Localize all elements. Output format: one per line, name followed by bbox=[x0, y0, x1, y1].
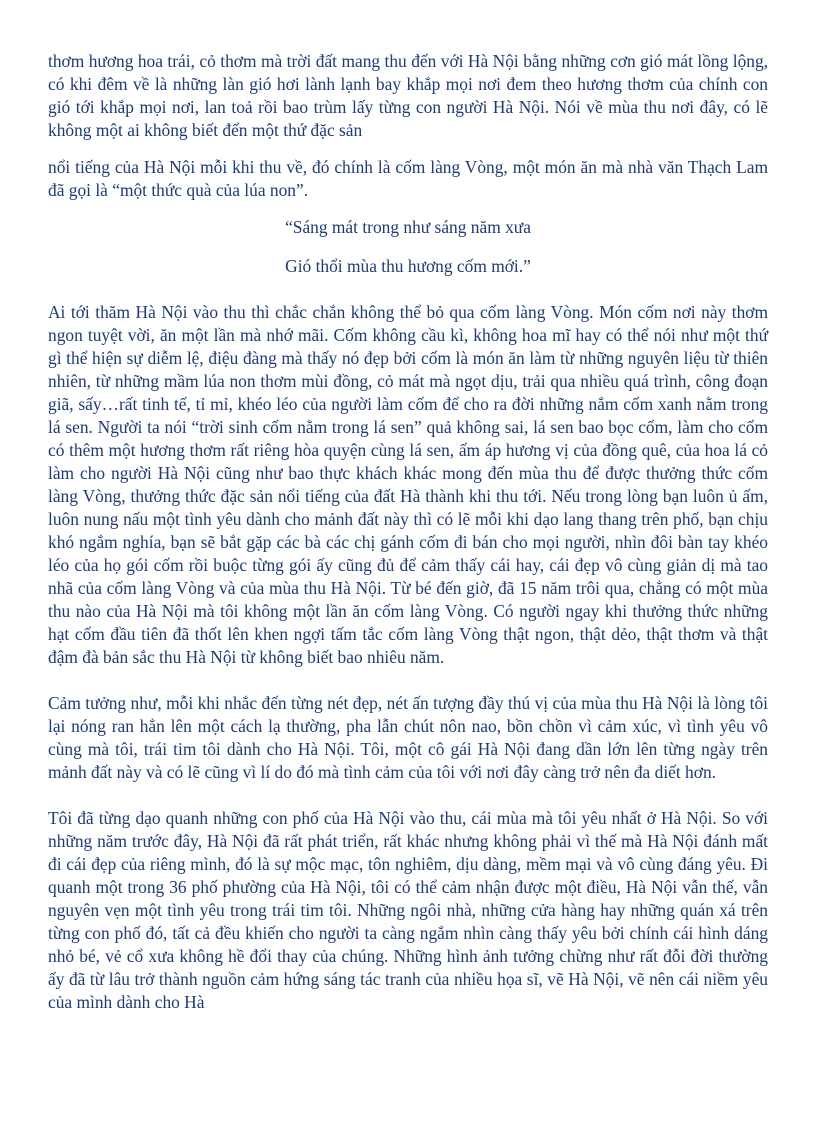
paragraph-streets-of-hanoi: Tôi đã từng dạo quanh những con phố của Hà Nội vào thu, cái mùa mà tôi yêu nhất ở Hà Nội. So với những năm trước đây, Hà Nội đã rất phát triển, rất khác nhưng không phải vì thế mà Hà Nội đánh mất đi cái đẹp của riêng mình, đó là sự mộc mạc, tôn nghiêm, dịu dàng, mềm mại và vô cùng đáng yêu. Đi quanh một trong 36 phố phường của Hà Nội, tôi có thể cảm nhận được một điều, Hà Nội vẫn thế, vẫn nguyên vẹn một tình yêu trong trái tim tôi. Những ngôi nhà, những cửa hàng hay những quán xá trên từng con phố đó, tất cả đều khiến cho người ta càng ngắm nhìn càng thấy yêu bởi chính cái hình dáng nhỏ bé, vẻ cổ xưa không hề đổi thay của chúng. Những hình ảnh tưởng chừng như rất đỗi đời thường ấy đã từ lâu trở thành nguồn cảm hứng sáng tác tranh của nhiều họa sĩ, vẽ Hà Nội, vẽ nên cái niềm yêu của mình dành cho Hà bbox=[48, 808, 768, 1012]
paragraph-feelings: Cảm tưởng như, mỗi khi nhắc đến từng nét đẹp, nét ấn tượng đầy thú vị của mùa thu Hà Nội là lòng tôi lại nóng ran hẳn lên một cách lạ thường, pha lẫn chút nôn nao, bồn chồn vì cảm xúc, vì tình yêu vô cùng mà tôi, trái tim tôi dành cho Hà Nội. Tôi, một cô gái Hà Nội đang dần lớn lên từng ngày trên mảnh đất này và có lẽ cũng vì lí do đó mà tình cảm của tôi với nơi đây càng trở nên đa diết hơn. bbox=[48, 693, 768, 782]
document-page bbox=[48, 50, 768, 1014]
paragraph-com-lang-vong-intro: nổi tiếng của Hà Nội mỗi khi thu về, đó chính là cốm làng Vòng, một món ăn mà nhà văn Thạch Lam đã gọi là “một thức quà của lúa non”. bbox=[48, 157, 768, 200]
poem-line: Gió thổi mùa thu hương cốm mới.” bbox=[285, 256, 531, 276]
paragraph-com-description: Ai tới thăm Hà Nội vào thu thì chắc chắn không thể bỏ qua cốm làng Vòng. Món cốm nơi này thơm ngon tuyệt vời, ăn một lần mà nhớ mãi. Cốm không cầu kì, không hoa mĩ hay có thể nói như một thứ gì thể hiện sự diễm lệ, điệu đàng mà thấy nó đẹp bởi cốm là món ăn làm từ những nguyên liệu từ thiên nhiên, từ những mầm lúa non thơm mùi đồng, cỏ mát mà ngọt dịu, trải qua nhiều quá trình, công đoạn giã, sấy…rất tinh tế, tỉ mỉ, khéo léo của người làm cốm để cho ra đời những nắm cốm xanh nằm trong lá sen. Người ta nói “trời sinh cốm nằm trong lá sen” quả không sai, lá sen bao bọc cốm, làm cho cốm có thêm một hương thơm rất riêng hòa quyện cùng lá sen, ấm áp hương vị của đồng quê, của hoa lá cỏ làm cho người Hà Nội cũng như bao thực khách khác mong đến mùa thu để được thưởng thức cốm làng Vòng, thưởng thức đặc sản nổi tiếng của đất Hà thành khi thu tới. Nếu trong lòng bạn luôn ủ ấm, luôn nung nấu một tình yêu dành cho mảnh đất này thì có lẽ mỗi khi dạo lang thang trên phố, bạn chịu khó ngắm nghía, bạn sẽ bắt gặp các bà các chị gánh cốm đi bán cho mọi người, nhìn đôi bàn tay khéo léo của họ gói cốm rồi buộc từng gói ấy cũng đủ để cảm thấy cái hay, cái đẹp vô cùng giản dị mà tao nhã của cốm làng Vòng và của mùa thu Hà Nội. Từ bé đến giờ, đã 15 năm trôi qua, chẳng có một mùa thu nào của Hà Nội mà tôi không một lần ăn cốm làng Vòng. Có người ngay khi thưởng thức những hạt cốm đầu tiên đã thốt lên khen ngợi tấm tắc cốm làng Vòng thật ngon, thật dẻo, thật thơm và thật đậm đà bản sắc thu Hà Nội từ không biết bao nhiêu năm. bbox=[48, 302, 768, 667]
poem-line: “Sáng mát trong như sáng năm xưa bbox=[285, 217, 531, 237]
paragraph-autumn-breeze: thơm hương hoa trái, cỏ thơm mà trời đất mang thu đến với Hà Nội bằng những cơn gió mát lồng lộng, có khi đêm về là những làn gió hơi lành lạnh bay khắp mọi nơi đem theo hương thơm của chính con gió tới khắp mọi nơi, lan toả rồi bao trùm lấy từng con người Hà Nội. Nói về mùa thu nơi đây, có lẽ không một ai không biết đến một thứ đặc sản bbox=[48, 51, 768, 140]
